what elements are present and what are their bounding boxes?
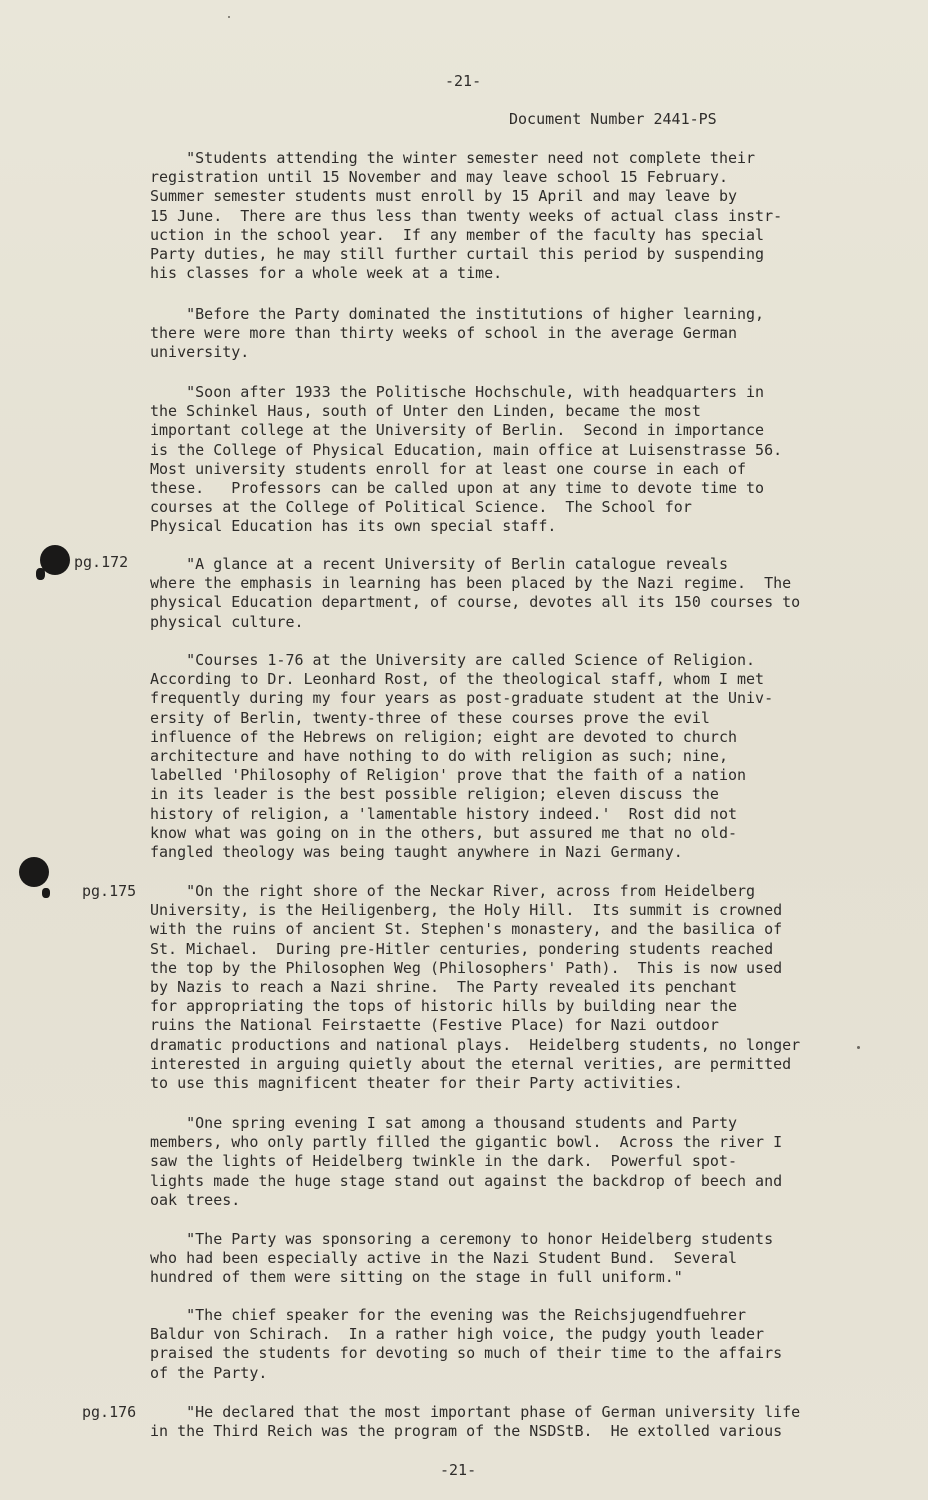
punch-hole (42, 888, 50, 898)
punch-hole (36, 568, 45, 580)
paragraph-semester-registration: "Students attending the winter semester need not complete their registration until 15 November and may leave school 15 February. Summer semester students must enroll by 15 April and may leave by 15 June. There are thus less than twenty weeks of actual class instr- uction in the school year. If any member of the faculty has special Party duties, he may still further curtail this period by suspending his classes for a whole week at a time. (150, 149, 783, 283)
document-number: Document Number 2441-PS (509, 110, 717, 128)
paragraph-chief-speaker: "The chief speaker for the evening was the Reichsjugendfuehrer Baldur von Schirach. In a rather high voice, the pudgy youth leader praised the students for devoting so much of their time to the affairs of the Party. (150, 1306, 783, 1382)
paragraph-before-party: "Before the Party dominated the institutions of higher learning, there were more than thirty weeks of school in the average German university. (150, 305, 765, 362)
paper-speck (857, 1046, 860, 1049)
paragraph-ceremony: "The Party was sponsoring a ceremony to honor Heidelberg students who had been especially active in the Nazi Student Bund. Several hundred of them were sitting on the stage in full uniform." (150, 1230, 774, 1287)
punch-hole (19, 857, 49, 887)
page-number-bottom: -21- (440, 1461, 477, 1479)
paragraph-politische-hochschule: "Soon after 1933 the Politische Hochschule, with headquarters in the Schinkel Haus, south of Unter den Linden, became the most important college at the University of Berlin. Second in importance is the College of Physical Education, main office at Luisenstrasse 56. Most university students enroll for at least one course in each of these. Professors can be called upon at any time to devote time to courses at the College of Political Science. The School for Physical Education has its own special staff. (150, 383, 783, 536)
paragraph-science-of-religion: "Courses 1-76 at the University are called Science of Religion. According to Dr. Leonhard Rost, of the theological staff, whom I met frequently during my four years as post-graduate student at the Univ- ersity of Berlin, twenty-three of these courses prove the evil influence of the Hebrews on religion; eight are devoted to church architecture and have nothing to do with religion as such; nine, labelled 'Philosophy of Religion' prove that the faith of a nation in its leader is the best possible religion; eleven discuss the history of religion, a 'lamentable history indeed.' Rost did not know what was going on in the others, but assured me that no old- fangled theology was being taught anywhere in Nazi Germany. (150, 651, 774, 862)
paragraph-heiligenberg: "On the right shore of the Neckar River, across from Heidelberg University, is the Heiligenberg, the Holy Hill. Its summit is crowned with the ruins of ancient St. Stephen's monastery, and the basilica of St. Michael. During pre-Hitler centuries, pondering students reached the top by the Philosophen Weg (Philosophers' Path). This is now used by Nazis to reach a Nazi shrine. The Party revealed its penchant for appropriating the tops of historic hills by building near the ruins the National Feirstaette (Festive Place) for Nazi outdoor dramatic productions and national plays. Heidelberg students, no longer interested in arguing quietly about the eternal verities, are permitted to use this magnificent theater for their Party activities. (150, 882, 801, 1093)
margin-note-pg176: pg.176 (82, 1403, 137, 1421)
paragraph-spring-evening: "One spring evening I sat among a thousand students and Party members, who only partly filled the gigantic bowl. Across the river I saw the lights of Heidelberg twinkle in the dark. Powerful spot- lights made the huge stage stand out against the backdrop of beech and oak trees. (150, 1114, 783, 1209)
paragraph-catalogue: "A glance at a recent University of Berlin catalogue reveals where the emphasis in learning has been placed by the Nazi regime. The physical Education department, of course, devotes all its 150 courses to physical culture. (150, 555, 801, 631)
paragraph-nsdstb: "He declared that the most important phase of German university life in the Third Reich was the program of the NSDStB. He extolled various (150, 1403, 801, 1441)
page-number-top: -21- (445, 72, 482, 90)
margin-note-pg172: pg.172 (74, 553, 129, 571)
margin-note-pg175: pg.175 (82, 882, 137, 900)
paper-speck (228, 16, 230, 18)
